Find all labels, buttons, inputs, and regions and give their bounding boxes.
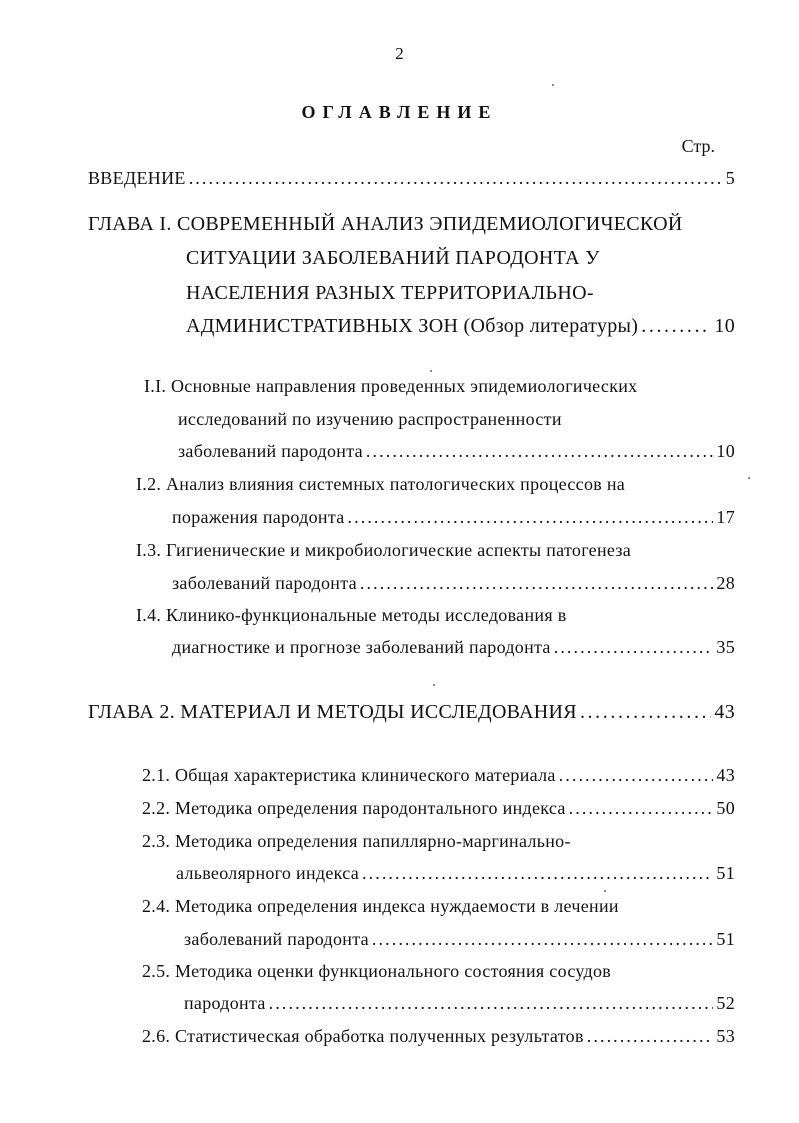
- dot-leader: [360, 573, 713, 594]
- section-1-4-line-1: I.4. Клинико-функциональные методы исследования в: [136, 605, 567, 625]
- toc-entry-chapter-2[interactable]: [88, 701, 735, 724]
- toc-page-number: 43: [716, 765, 735, 785]
- toc-entry-section-2-5[interactable]: [184, 993, 735, 1014]
- scan-speck: [430, 370, 432, 372]
- page-title: ОГЛАВЛЕНИЕ: [301, 102, 498, 122]
- toc-entry-section-2-3[interactable]: [176, 863, 735, 884]
- section-2-5-line-2: пародонта: [184, 993, 266, 1013]
- section-2-4-line-1: 2.4. Методика определения индекса нуждаемости в лечении: [142, 896, 619, 916]
- section-1-2-line-1: I.2. Анализ влияния системных патологических процессов на: [136, 474, 626, 494]
- page-column-label: Стр.: [681, 136, 715, 156]
- scan-speck: [552, 84, 554, 86]
- toc-page-number: 28: [716, 573, 735, 593]
- dot-leader: [641, 315, 711, 338]
- toc-entry-section-1-1[interactable]: [178, 441, 735, 462]
- section-1-4-line-2: диагностике и прогнозе заболеваний пародонта: [172, 637, 551, 657]
- chapter-1-heading-line-1: ГЛАВА I. СОВРЕМЕННЫЙ АНАЛИЗ ЭПИДЕМИОЛОГИЧЕСКОЙ: [88, 213, 683, 235]
- dot-leader: [580, 701, 711, 724]
- section-2-5-line-1: 2.5. Методика оценки функционального состояния сосудов: [142, 961, 612, 981]
- toc-entry-chapter-1[interactable]: [186, 315, 735, 338]
- toc-page-number: 51: [716, 863, 735, 883]
- chapter-2-heading: ГЛАВА 2. МАТЕРИАЛ И МЕТОДЫ ИССЛЕДОВАНИЯ: [88, 701, 577, 723]
- toc-entry-label: ВВЕДЕНИЕ: [88, 168, 186, 188]
- toc-page-number: 35: [716, 637, 735, 657]
- toc-entry-intro[interactable]: [88, 168, 735, 189]
- toc-page-number: 51: [716, 929, 735, 949]
- section-1-1-line-1: I.I. Основные направления проведенных эпидемиологических: [144, 376, 638, 396]
- toc-page-number: 17: [716, 507, 735, 527]
- toc-entry-section-2-1[interactable]: [142, 765, 735, 786]
- chapter-1-heading-line-2: СИТУАЦИИ ЗАБОЛЕВАНИЙ ПАРОДОНТА У: [186, 247, 600, 269]
- dot-leader: [372, 929, 713, 950]
- toc-page-number: 53: [716, 1026, 735, 1046]
- section-1-1-line-2: исследований по изучению распространенности: [178, 409, 562, 429]
- toc-page-number: 43: [714, 701, 735, 723]
- scan-speck: [604, 890, 606, 892]
- dot-leader: [366, 441, 713, 462]
- section-1-2-line-2: поражения пародонта: [172, 507, 345, 527]
- scan-speck: [433, 684, 435, 686]
- dot-leader: [569, 798, 714, 819]
- toc-entry-section-1-2[interactable]: [172, 507, 735, 528]
- toc-page-number: 10: [716, 441, 735, 461]
- toc-page-number: 50: [716, 798, 735, 818]
- section-1-3-line-2: заболеваний пародонта: [172, 573, 357, 593]
- section-2-3-line-2: альвеолярного индекса: [176, 863, 360, 883]
- toc-entry-section-2-6[interactable]: [142, 1026, 735, 1047]
- chapter-1-heading-line-4: АДМИНИСТРАТИВНЫХ ЗОН (Обзор литературы): [186, 315, 639, 337]
- dot-leader: [559, 765, 714, 786]
- section-2-3-line-1: 2.3. Методика определения папиллярно-маргинально-: [142, 831, 571, 851]
- scan-speck: [748, 477, 750, 479]
- dot-leader: [587, 1026, 714, 1047]
- toc-page-number: 5: [725, 168, 735, 188]
- dot-leader: [189, 168, 723, 189]
- toc-page-number: 10: [714, 315, 735, 337]
- dot-leader: [348, 507, 714, 528]
- dot-leader: [554, 637, 714, 658]
- section-2-2-label: 2.2. Методика определения пародонтального индекса: [142, 798, 566, 818]
- dot-leader: [269, 993, 714, 1014]
- toc-entry-section-1-4[interactable]: [172, 637, 735, 658]
- section-1-1-line-3: заболеваний пародонта: [178, 441, 363, 461]
- toc-entry-section-2-4[interactable]: [184, 929, 735, 950]
- section-2-1-label: 2.1. Общая характеристика клинического материала: [142, 765, 556, 785]
- section-2-6-label: 2.6. Статистическая обработка полученных результатов: [142, 1026, 584, 1046]
- toc-entry-section-1-3[interactable]: [172, 573, 735, 594]
- section-2-4-line-2: заболеваний пародонта: [184, 929, 369, 949]
- chapter-1-heading-line-3: НАСЕЛЕНИЯ РАЗНЫХ ТЕРРИТОРИАЛЬНО-: [186, 282, 594, 304]
- dot-leader: [362, 863, 713, 884]
- section-1-3-line-1: I.3. Гигиенические и микробиологические аспекты патогенеза: [136, 540, 632, 560]
- toc-page-number: 52: [716, 993, 735, 1013]
- toc-entry-section-2-2[interactable]: [142, 798, 735, 819]
- page-number: 2: [395, 44, 404, 63]
